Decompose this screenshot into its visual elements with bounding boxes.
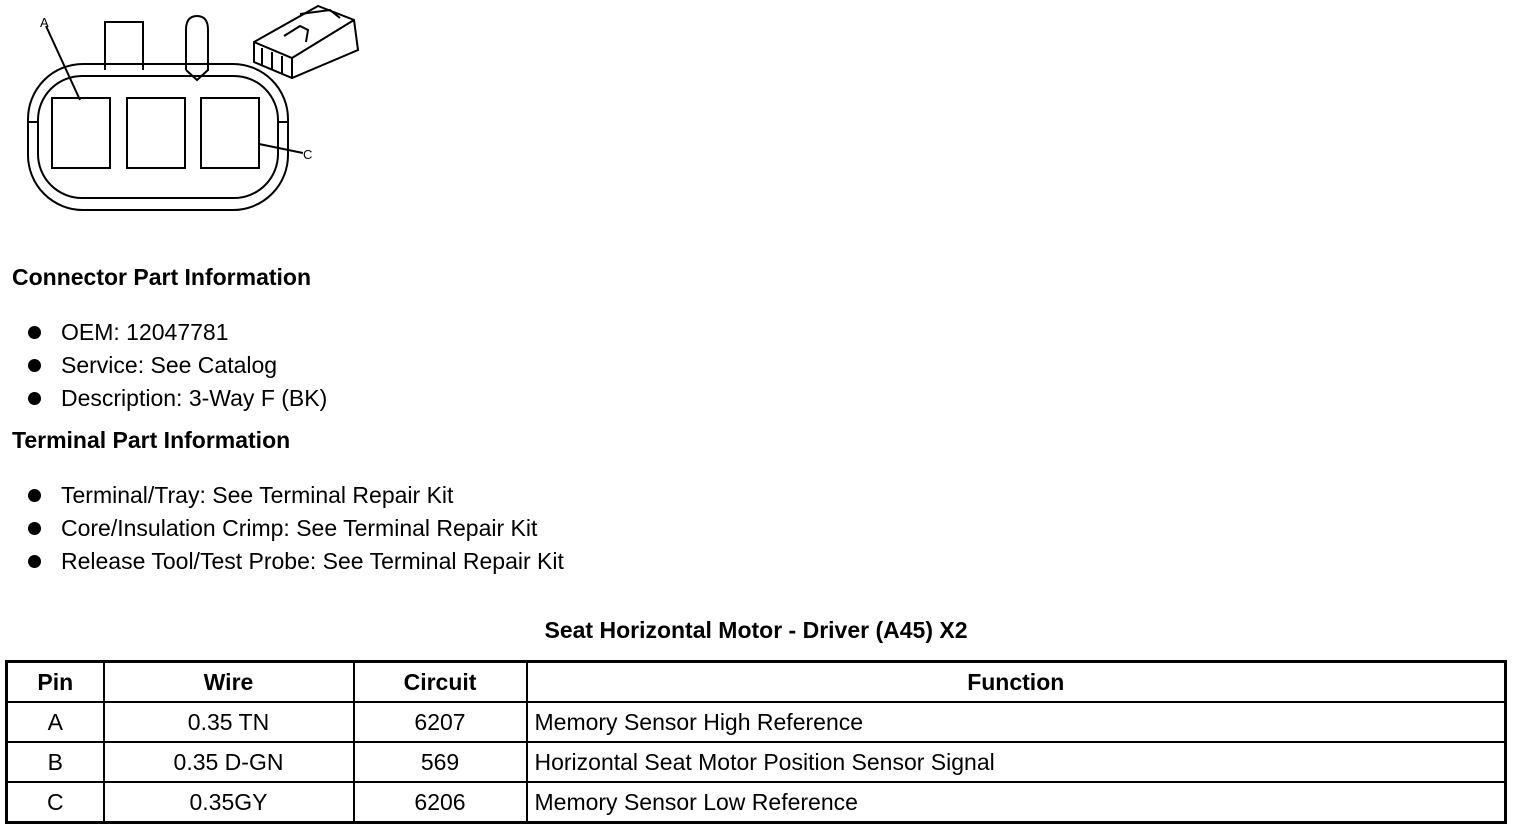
connector-part-heading: Connector Part Information — [12, 264, 312, 290]
bullet-icon — [28, 522, 41, 535]
list-item — [28, 479, 564, 512]
connector-diagram — [0, 0, 380, 225]
header-wire: Wire — [104, 662, 354, 703]
bullet-icon — [28, 489, 41, 502]
cavity-c — [201, 98, 259, 168]
table-row — [7, 702, 1506, 742]
header-pin: Pin — [7, 662, 104, 703]
cell-circuit: 6206 — [354, 782, 527, 823]
cell-wire: 0.35 TN — [104, 702, 354, 742]
terminal-part-list — [28, 479, 564, 578]
cell-function: Memory Sensor Low Reference — [527, 782, 1506, 823]
terminal-crimp: Core/Insulation Crimp: See Terminal Repair Kit — [61, 515, 538, 541]
cell-pin: B — [7, 742, 104, 782]
connector-service: Service: See Catalog — [61, 352, 278, 378]
terminal-tray: Terminal/Tray: See Terminal Repair Kit — [61, 482, 454, 508]
bullet-icon — [28, 555, 41, 568]
pin-label-c: C — [303, 147, 313, 162]
connector-housing-outer — [28, 64, 288, 210]
connector-oem: OEM: 12047781 — [61, 319, 229, 345]
table-title: Seat Horizontal Motor - Driver (A45) X2 — [544, 617, 968, 643]
cavity-b — [127, 98, 185, 168]
table-row — [7, 782, 1506, 823]
cell-wire: 0.35 D-GN — [104, 742, 354, 782]
cell-wire: 0.35GY — [104, 782, 354, 823]
list-item — [28, 545, 564, 578]
bullet-icon — [28, 359, 41, 372]
cavity-a — [52, 98, 110, 168]
connector-housing-inner — [38, 76, 278, 198]
bullet-icon — [28, 392, 41, 405]
connector-description: Description: 3-Way F (BK) — [61, 385, 328, 411]
list-item — [28, 316, 327, 349]
terminal-release-tool: Release Tool/Test Probe: See Terminal Repair Kit — [61, 548, 564, 574]
header-function: Function — [527, 662, 1506, 703]
connector-latch-tab — [105, 22, 143, 70]
list-item — [28, 349, 327, 382]
cell-circuit: 569 — [354, 742, 527, 782]
connector-part-list — [28, 316, 327, 415]
cell-circuit: 6207 — [354, 702, 527, 742]
connector-key-tab — [186, 16, 208, 80]
bullet-icon — [28, 326, 41, 339]
cell-function: Horizontal Seat Motor Position Sensor Signal — [527, 742, 1506, 782]
terminal-part-heading: Terminal Part Information — [12, 427, 291, 453]
list-item — [28, 382, 327, 415]
cell-pin: C — [7, 782, 104, 823]
table-row — [7, 742, 1506, 782]
table-header-row — [7, 662, 1506, 703]
cell-pin: A — [7, 702, 104, 742]
list-item — [28, 512, 564, 545]
cell-function: Memory Sensor High Reference — [527, 702, 1506, 742]
header-circuit: Circuit — [354, 662, 527, 703]
pinout-table — [5, 660, 1507, 824]
connector-isometric-icon — [254, 6, 358, 78]
pin-label-a: A — [40, 15, 49, 30]
